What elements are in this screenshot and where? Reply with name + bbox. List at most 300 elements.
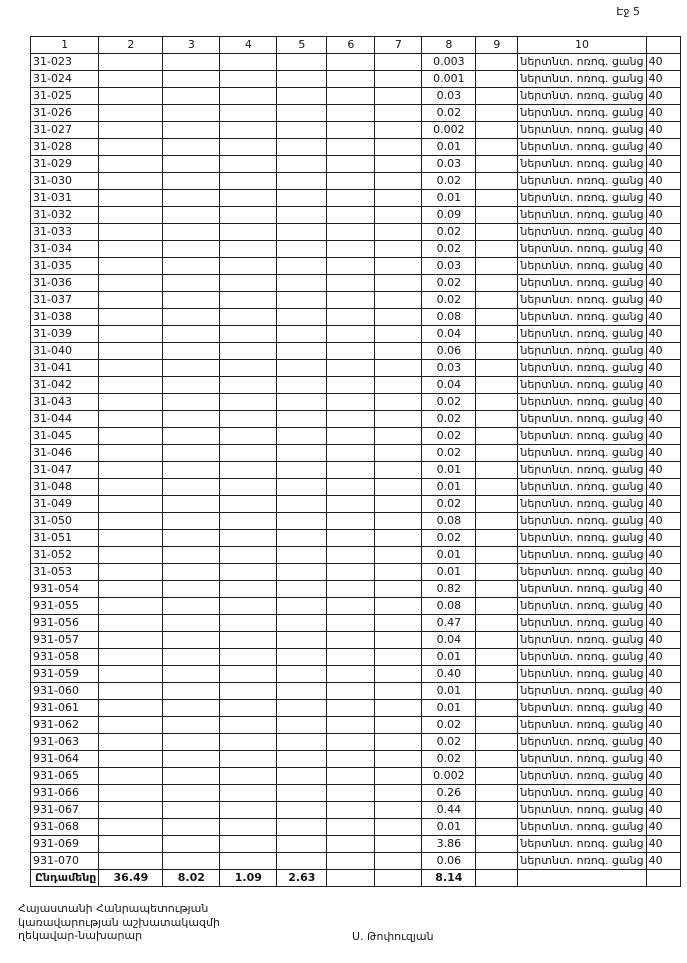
cell-c5	[277, 71, 327, 88]
cell-c6	[327, 292, 375, 309]
cell-c1: 31-034	[31, 241, 99, 258]
cell-c7	[375, 326, 422, 343]
cell-c10: ներտնտ. ոռոգ. ցանց	[518, 785, 646, 802]
cell-c2	[99, 71, 163, 88]
table-row	[31, 343, 681, 360]
cell-c9	[476, 717, 518, 734]
cell-c2	[99, 768, 163, 785]
cell-c7	[375, 360, 422, 377]
total-cell-c9	[476, 870, 518, 887]
margin-mark: 40	[646, 819, 680, 836]
cell-c4	[220, 258, 277, 275]
cell-c6	[327, 530, 375, 547]
cell-c4	[220, 54, 277, 71]
cell-c6	[327, 105, 375, 122]
cell-c2	[99, 496, 163, 513]
margin-mark: 40	[646, 717, 680, 734]
cell-c7	[375, 734, 422, 751]
table-row	[31, 598, 681, 615]
footer-org-line-1: Հայաստանի Հանրապետության	[18, 902, 209, 915]
cell-c6	[327, 734, 375, 751]
cell-c2	[99, 309, 163, 326]
cell-c6	[327, 190, 375, 207]
cell-c10: ներտնտ. ոռոգ. ցանց	[518, 241, 646, 258]
cell-c1: 931-067	[31, 802, 99, 819]
cell-c3	[163, 428, 220, 445]
cell-c4	[220, 479, 277, 496]
cell-c2	[99, 258, 163, 275]
cell-c3	[163, 768, 220, 785]
cell-c9	[476, 241, 518, 258]
table-head	[31, 37, 681, 54]
cell-c2	[99, 819, 163, 836]
table-row	[31, 649, 681, 666]
margin-mark: 40	[646, 309, 680, 326]
cell-c9	[476, 326, 518, 343]
cell-c2	[99, 190, 163, 207]
cell-c1: 931-057	[31, 632, 99, 649]
cell-c9	[476, 122, 518, 139]
table-row	[31, 734, 681, 751]
cell-c9	[476, 819, 518, 836]
cell-c1: 931-061	[31, 700, 99, 717]
cell-c5	[277, 411, 327, 428]
cell-c8: 0.01	[422, 700, 476, 717]
cell-c3	[163, 615, 220, 632]
table-row	[31, 156, 681, 173]
cell-c3	[163, 292, 220, 309]
cell-c1: 31-046	[31, 445, 99, 462]
cell-c3	[163, 496, 220, 513]
total-cell-c10	[518, 870, 646, 887]
margin-mark: 40	[646, 360, 680, 377]
cell-c10: ներտնտ. ոռոգ. ցանց	[518, 496, 646, 513]
cell-c3	[163, 411, 220, 428]
cell-c4	[220, 751, 277, 768]
cell-c5	[277, 275, 327, 292]
cell-c1: 31-047	[31, 462, 99, 479]
margin-mark: 40	[646, 836, 680, 853]
cell-c8: 0.02	[422, 428, 476, 445]
cell-c7	[375, 632, 422, 649]
cell-c5	[277, 819, 327, 836]
total-cell-c8: 8.14	[422, 870, 476, 887]
cell-c10: ներտնտ. ոռոգ. ցանց	[518, 819, 646, 836]
cell-c4	[220, 462, 277, 479]
margin-mark: 40	[646, 632, 680, 649]
cell-c5	[277, 513, 327, 530]
cell-c9	[476, 139, 518, 156]
cell-c8: 0.01	[422, 819, 476, 836]
cell-c7	[375, 139, 422, 156]
cell-c9	[476, 513, 518, 530]
cell-c5	[277, 173, 327, 190]
cell-c2	[99, 853, 163, 870]
cell-c5	[277, 666, 327, 683]
table-row	[31, 717, 681, 734]
margin-mark: 40	[646, 156, 680, 173]
cell-c2	[99, 156, 163, 173]
cell-c3	[163, 802, 220, 819]
cell-c1: 31-026	[31, 105, 99, 122]
cell-c10: ներտնտ. ոռոգ. ցանց	[518, 751, 646, 768]
cell-c2	[99, 479, 163, 496]
cell-c3	[163, 632, 220, 649]
cell-c3	[163, 666, 220, 683]
cell-c6	[327, 326, 375, 343]
cell-c6	[327, 564, 375, 581]
cell-c3	[163, 224, 220, 241]
cell-c8: 0.02	[422, 496, 476, 513]
cell-c8: 0.02	[422, 275, 476, 292]
cell-c8: 0.08	[422, 309, 476, 326]
table-row	[31, 632, 681, 649]
margin-mark: 40	[646, 496, 680, 513]
cell-c8: 0.08	[422, 598, 476, 615]
cell-c6	[327, 377, 375, 394]
cell-c5	[277, 343, 327, 360]
cell-c9	[476, 700, 518, 717]
cell-c9	[476, 479, 518, 496]
margin-spacer	[646, 870, 680, 887]
cell-c4	[220, 241, 277, 258]
cell-c8: 0.02	[422, 717, 476, 734]
cell-c9	[476, 88, 518, 105]
cell-c3	[163, 326, 220, 343]
cell-c10: ներտնտ. ոռոգ. ցանց	[518, 445, 646, 462]
cell-c10: ներտնտ. ոռոգ. ցանց	[518, 581, 646, 598]
cell-c2	[99, 802, 163, 819]
cell-c6	[327, 683, 375, 700]
margin-mark: 40	[646, 564, 680, 581]
cell-c7	[375, 71, 422, 88]
cell-c8: 0.001	[422, 71, 476, 88]
table-row	[31, 802, 681, 819]
cell-c2	[99, 632, 163, 649]
cell-c4	[220, 666, 277, 683]
cell-c3	[163, 156, 220, 173]
margin-mark: 40	[646, 666, 680, 683]
cell-c9	[476, 598, 518, 615]
cell-c7	[375, 88, 422, 105]
cell-c1: 931-070	[31, 853, 99, 870]
margin-mark: 40	[646, 479, 680, 496]
cell-c10: ներտնտ. ոռոգ. ցանց	[518, 598, 646, 615]
cell-c4	[220, 547, 277, 564]
cell-c5	[277, 139, 327, 156]
cell-c1: 931-068	[31, 819, 99, 836]
table-row	[31, 207, 681, 224]
cell-c7	[375, 836, 422, 853]
table-row	[31, 428, 681, 445]
cell-c10: ներտնտ. ոռոգ. ցանց	[518, 309, 646, 326]
cell-c3	[163, 581, 220, 598]
cell-c5	[277, 853, 327, 870]
cell-c6	[327, 360, 375, 377]
cell-c7	[375, 105, 422, 122]
cell-c10: ներտնտ. ոռոգ. ցանց	[518, 207, 646, 224]
margin-mark: 40	[646, 224, 680, 241]
footer-org-line-2: կառավարության աշխատակազմի	[18, 915, 220, 929]
cell-c5	[277, 496, 327, 513]
table-row	[31, 683, 681, 700]
cell-c3	[163, 734, 220, 751]
cell-c8: 0.06	[422, 343, 476, 360]
column-header-7: 7	[375, 37, 422, 54]
cell-c1: 31-028	[31, 139, 99, 156]
cell-c2	[99, 513, 163, 530]
margin-spacer	[646, 37, 680, 54]
cell-c2	[99, 292, 163, 309]
cell-c4	[220, 122, 277, 139]
cell-c4	[220, 734, 277, 751]
cell-c8: 0.02	[422, 394, 476, 411]
cell-c7	[375, 190, 422, 207]
table-row	[31, 666, 681, 683]
cell-c5	[277, 428, 327, 445]
cell-c2	[99, 785, 163, 802]
cell-c3	[163, 513, 220, 530]
cell-c6	[327, 853, 375, 870]
cell-c6	[327, 122, 375, 139]
margin-mark: 40	[646, 173, 680, 190]
cell-c3	[163, 241, 220, 258]
table-row	[31, 360, 681, 377]
margin-mark: 40	[646, 513, 680, 530]
cell-c7	[375, 513, 422, 530]
cell-c3	[163, 649, 220, 666]
cell-c6	[327, 309, 375, 326]
cell-c2	[99, 343, 163, 360]
cell-c5	[277, 632, 327, 649]
column-header-9: 9	[476, 37, 518, 54]
table-row	[31, 581, 681, 598]
cell-c3	[163, 122, 220, 139]
margin-mark: 40	[646, 241, 680, 258]
cell-c7	[375, 530, 422, 547]
cell-c3	[163, 836, 220, 853]
cell-c8: 0.03	[422, 88, 476, 105]
cell-c10: ներտնտ. ոռոգ. ցանց	[518, 666, 646, 683]
margin-mark: 40	[646, 54, 680, 71]
cell-c8: 0.02	[422, 173, 476, 190]
cell-c10: ներտնտ. ոռոգ. ցանց	[518, 394, 646, 411]
cell-c10: ներտնտ. ոռոգ. ցանց	[518, 411, 646, 428]
cell-c9	[476, 377, 518, 394]
cell-c7	[375, 649, 422, 666]
column-header-3: 3	[163, 37, 220, 54]
cell-c5	[277, 649, 327, 666]
cell-c7	[375, 122, 422, 139]
cell-c3	[163, 139, 220, 156]
cell-c2	[99, 241, 163, 258]
cell-c9	[476, 292, 518, 309]
cell-c1: 31-027	[31, 122, 99, 139]
cell-c9	[476, 190, 518, 207]
cell-c4	[220, 632, 277, 649]
cell-c9	[476, 156, 518, 173]
cell-c2	[99, 598, 163, 615]
cell-c7	[375, 802, 422, 819]
cell-c5	[277, 241, 327, 258]
cell-c3	[163, 71, 220, 88]
cell-c8: 0.04	[422, 377, 476, 394]
cell-c1: 31-048	[31, 479, 99, 496]
cell-c10: ներտնտ. ոռոգ. ցանց	[518, 700, 646, 717]
table-row	[31, 496, 681, 513]
cell-c10: ներտնտ. ոռոգ. ցանց	[518, 156, 646, 173]
cell-c10: ներտնտ. ոռոգ. ցանց	[518, 530, 646, 547]
cell-c1: 31-038	[31, 309, 99, 326]
cell-c9	[476, 173, 518, 190]
cell-c8: 0.02	[422, 445, 476, 462]
cell-c10: ներտնտ. ոռոգ. ցանց	[518, 275, 646, 292]
table-row	[31, 241, 681, 258]
cell-c10: ներտնտ. ոռոգ. ցանց	[518, 853, 646, 870]
cell-c9	[476, 411, 518, 428]
cell-c10: ներտնտ. ոռոգ. ցանց	[518, 768, 646, 785]
cell-c10: ներտնտ. ոռոգ. ցանց	[518, 836, 646, 853]
cell-c7	[375, 275, 422, 292]
cell-c3	[163, 258, 220, 275]
cell-c5	[277, 462, 327, 479]
cell-c2	[99, 122, 163, 139]
cell-c1: 31-052	[31, 547, 99, 564]
cell-c8: 0.04	[422, 632, 476, 649]
cell-c6	[327, 615, 375, 632]
cell-c4	[220, 71, 277, 88]
cell-c3	[163, 479, 220, 496]
cell-c5	[277, 700, 327, 717]
cell-c9	[476, 343, 518, 360]
cell-c1: 31-043	[31, 394, 99, 411]
cell-c10: ներտնտ. ոռոգ. ցանց	[518, 122, 646, 139]
cell-c8: 0.82	[422, 581, 476, 598]
cell-c7	[375, 462, 422, 479]
cell-c3	[163, 717, 220, 734]
cell-c1: 931-054	[31, 581, 99, 598]
table-row	[31, 224, 681, 241]
column-header-6: 6	[327, 37, 375, 54]
table-row	[31, 190, 681, 207]
margin-mark: 40	[646, 768, 680, 785]
signature-name: Ս. Թոփուզյան	[352, 930, 434, 943]
margin-mark: 40	[646, 700, 680, 717]
cell-c4	[220, 564, 277, 581]
cell-c4	[220, 224, 277, 241]
cell-c10: ներտնտ. ոռոգ. ցանց	[518, 54, 646, 71]
margin-mark: 40	[646, 122, 680, 139]
cell-c6	[327, 717, 375, 734]
cell-c4	[220, 173, 277, 190]
cell-c2	[99, 751, 163, 768]
cell-c5	[277, 530, 327, 547]
cell-c10: ներտնտ. ոռոգ. ցանց	[518, 683, 646, 700]
cell-c7	[375, 785, 422, 802]
cell-c9	[476, 683, 518, 700]
cell-c2	[99, 547, 163, 564]
cell-c1: 31-050	[31, 513, 99, 530]
margin-mark: 40	[646, 462, 680, 479]
cell-c1: 931-056	[31, 615, 99, 632]
cell-c3	[163, 564, 220, 581]
cell-c5	[277, 802, 327, 819]
table-row	[31, 513, 681, 530]
cell-c9	[476, 275, 518, 292]
margin-mark: 40	[646, 734, 680, 751]
cell-c10: ներտնտ. ոռոգ. ցանց	[518, 547, 646, 564]
cell-c4	[220, 819, 277, 836]
cell-c5	[277, 377, 327, 394]
cell-c1: 31-031	[31, 190, 99, 207]
margin-mark: 40	[646, 258, 680, 275]
cell-c1: 31-024	[31, 71, 99, 88]
cell-c7	[375, 615, 422, 632]
total-cell-c3: 8.02	[163, 870, 220, 887]
table-row	[31, 853, 681, 870]
cell-c7	[375, 700, 422, 717]
table-row	[31, 819, 681, 836]
cell-c5	[277, 598, 327, 615]
cell-c4	[220, 343, 277, 360]
table-row	[31, 309, 681, 326]
cell-c5	[277, 547, 327, 564]
cell-c10: ներտնտ. ոռոգ. ցանց	[518, 462, 646, 479]
cell-c3	[163, 394, 220, 411]
cell-c9	[476, 530, 518, 547]
cell-c6	[327, 649, 375, 666]
cell-c2	[99, 462, 163, 479]
cell-c9	[476, 462, 518, 479]
cell-c1: 931-065	[31, 768, 99, 785]
cell-c7	[375, 768, 422, 785]
cell-c1: 31-025	[31, 88, 99, 105]
cell-c10: ներտնտ. ոռոգ. ցանց	[518, 649, 646, 666]
cell-c4	[220, 700, 277, 717]
cell-c6	[327, 139, 375, 156]
cell-c2	[99, 54, 163, 71]
cell-c6	[327, 71, 375, 88]
table-row	[31, 173, 681, 190]
cell-c10: ներտնտ. ոռոգ. ցանց	[518, 190, 646, 207]
cell-c8: 0.44	[422, 802, 476, 819]
table-row	[31, 88, 681, 105]
cell-c10: ներտնտ. ոռոգ. ցանց	[518, 360, 646, 377]
cell-c3	[163, 360, 220, 377]
cell-c2	[99, 428, 163, 445]
cell-c8: 0.06	[422, 853, 476, 870]
margin-mark: 40	[646, 853, 680, 870]
cell-c6	[327, 411, 375, 428]
cell-c8: 0.02	[422, 241, 476, 258]
margin-mark: 40	[646, 275, 680, 292]
table-row	[31, 394, 681, 411]
cell-c5	[277, 224, 327, 241]
cell-c7	[375, 224, 422, 241]
cell-c7	[375, 156, 422, 173]
cell-c6	[327, 768, 375, 785]
cell-c7	[375, 377, 422, 394]
cell-c7	[375, 343, 422, 360]
cell-c6	[327, 207, 375, 224]
table-row	[31, 292, 681, 309]
cell-c5	[277, 309, 327, 326]
cell-c3	[163, 700, 220, 717]
cell-c10: ներտնտ. ոռոգ. ցանց	[518, 343, 646, 360]
cell-c1: 31-051	[31, 530, 99, 547]
cell-c8: 0.02	[422, 751, 476, 768]
cell-c8: 0.002	[422, 122, 476, 139]
